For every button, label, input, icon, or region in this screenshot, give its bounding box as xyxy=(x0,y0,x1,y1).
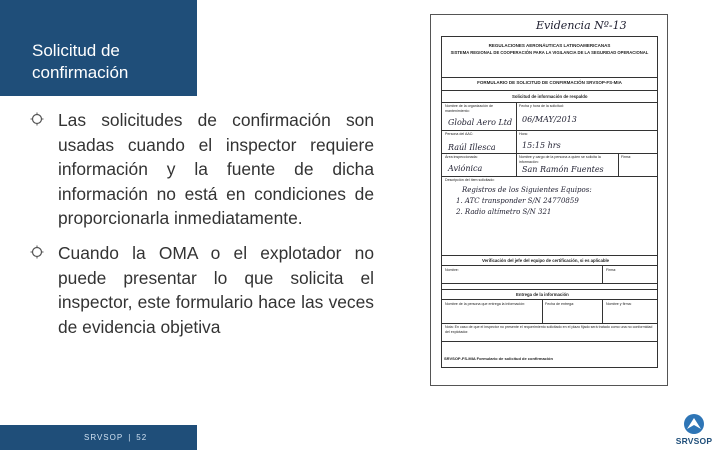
footer-bar xyxy=(0,425,197,450)
form-section-delivery: Entrega de la información xyxy=(516,292,569,297)
form-value-area: Aviónica xyxy=(448,164,483,173)
form-label-delivery-date: Fecha de entrega: xyxy=(545,302,575,306)
bullet-text: Cuando la OMA o el explotador no puede presentar lo que solicita el inspector, este formulario hace las veces de evidencia objetiva xyxy=(58,242,374,337)
form-label-delivery-person: Nombre de la persona que entrega la información: xyxy=(445,302,526,306)
form-label-org: Nombre de la organización de mantenimiento: xyxy=(445,104,493,113)
form-value-description-2: 2. Radio altímetro S/N 321 xyxy=(456,208,552,216)
form-footer: SRVSOP-FS-MIA Formulario de solicitud de confirmación xyxy=(444,356,553,361)
footer-org: SRVSOP xyxy=(84,433,124,442)
ring-bullet-icon xyxy=(30,112,44,126)
form-label-signature: Firma: xyxy=(606,268,617,272)
form-section-request: Solicitud de información de respaldo xyxy=(512,94,588,99)
bullet-text: Las solicitudes de confirmación son usadas cuando el inspector requiere información y la fuente de dicha información no está en condiciones de proporcionarla inmediatamente. xyxy=(58,110,374,229)
form-value-description-heading: Registros de los Siguientes Equipos: xyxy=(462,186,592,194)
form-value-time: 15:15 hrs xyxy=(522,141,561,150)
handwritten-annotation: Evidencia Nº-13 xyxy=(536,19,627,32)
ring-bullet-icon xyxy=(30,245,44,259)
logo-text: SRVSOP xyxy=(675,436,713,446)
confirmation-form-image xyxy=(441,36,658,368)
form-label-time: Hora: xyxy=(519,132,528,136)
form-label-phone: Firma: xyxy=(621,155,632,159)
form-label-description: Descripción del ítem solicitado: xyxy=(445,178,495,182)
form-value-org: Global Aero Ltd xyxy=(448,118,513,127)
form-label-area: Área inspeccionada: xyxy=(445,155,478,159)
bullet-item xyxy=(30,108,374,231)
logo-arrow-icon xyxy=(672,412,716,436)
form-label-inspector: Persona del AAC: xyxy=(445,132,474,136)
slide-title-box xyxy=(0,0,197,96)
slide-title: Solicitud de confirmación xyxy=(32,41,129,82)
form-value-inspector: Raúl Illesca xyxy=(448,143,496,152)
form-value-contact: San Ramón Fuentes xyxy=(522,165,604,174)
form-label-name: Nombre: xyxy=(445,268,459,272)
form-system-header: SISTEMA REGIONAL DE COOPERACIÓN PARA LA VIGILANCIA DE LA SEGURIDAD OPERACIONAL xyxy=(450,50,649,55)
bullet-item xyxy=(30,241,374,339)
form-title: FORMULARIO DE SOLICITUD DE CONFIRMACIÓN SRVSOP-FS-MIA xyxy=(477,80,622,85)
srvsop-logo xyxy=(672,412,716,448)
form-value-description-1: 1. ATC transponder S/N 24770859 xyxy=(456,197,579,205)
footer-separator: | xyxy=(128,433,132,442)
form-label-contact: Nombre y cargo de la persona a quien se solicita la información: xyxy=(519,155,601,164)
bullet-list xyxy=(30,108,374,349)
form-label-date: Fecha y hora de la solicitud: xyxy=(519,104,564,108)
form-org-header: REGULACIONES AERONÁUTICAS LATINOAMERICANAS xyxy=(488,43,611,48)
form-label-receiver: Nombre y firma: xyxy=(606,302,632,306)
form-value-date: 06/MAY/2013 xyxy=(522,115,577,124)
form-note: Nota: En caso de que el inspector no presente el requerimiento solicitado en el plazo fijado será tratado como una no conformidad del explotador. xyxy=(445,325,653,334)
page-number: 52 xyxy=(136,433,148,442)
footer-text xyxy=(84,433,147,442)
form-section-verification: Verificación del jefe del equipo de certificación, si es aplicable xyxy=(482,258,610,263)
